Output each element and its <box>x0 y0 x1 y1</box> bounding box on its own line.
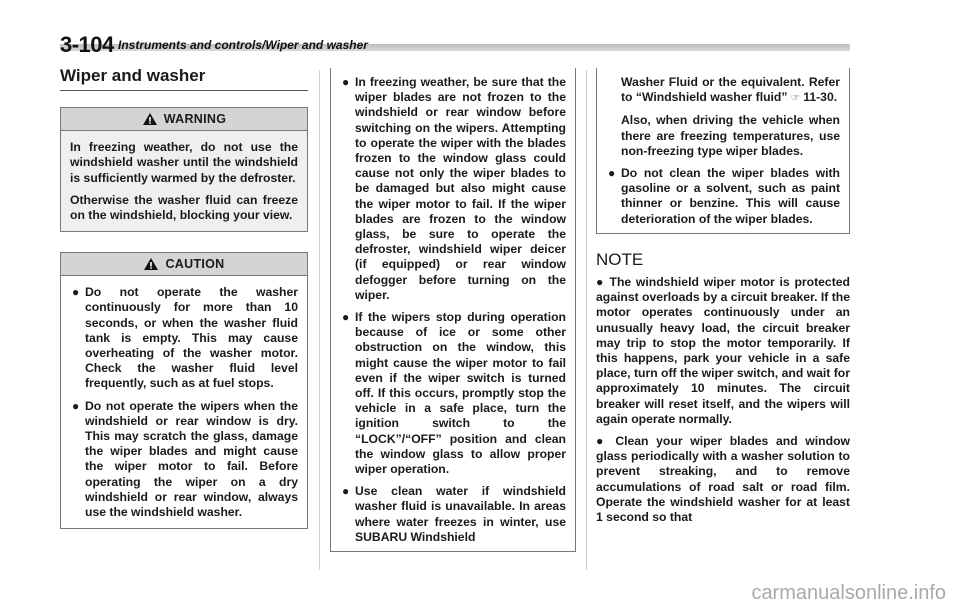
bullet-icon: ● <box>72 398 80 413</box>
page-number: 3-104 <box>60 32 114 57</box>
reference-page: 11-30. <box>803 90 838 105</box>
caution-text: If the wipers stop during operation because of ice or some other obstruction on the window, this might cause the wiper motor to fail even if the wiper switch is turned off. If this occurs, promptly stop the vehicle in a safe place, turn the ignition switch to the “LOCK”/“OFF” position and clean the window glass to allow proper wiper operation. <box>355 310 566 477</box>
chapter-title: Instruments and controls/Wiper and washer <box>118 38 368 52</box>
warning-header <box>61 108 307 131</box>
warning-box <box>60 107 308 232</box>
caution-item <box>70 399 298 521</box>
caution-text: Do not operate the wipers when the windshield or rear window is dry. This may scratch the glass, damage the wiper blades and might cause the wiper motor to fail. Before operating the wiper on a dry windshield or rear window, always use the windshield washer. <box>85 398 298 520</box>
warning-paragraph: In freezing weather, do not use the windshield washer until the windshield is sufficiently warmed by the defroster. <box>70 140 298 185</box>
caution-triangle-icon <box>143 257 159 271</box>
bullet-icon: ● <box>342 484 350 499</box>
note-text: The windshield wiper motor is protected against overloads by a circuit breaker. If the motor operates continuously under an unusually heavy load, the circuit breaker may trip to stop the motor temporarily. If this happens, park your vehicle in a safe place, turn off the wiper switch, and wait for approximately 10 minutes. The circuit breaker will reset itself, and the wipers will again operate normally. <box>596 275 851 426</box>
caution-item <box>340 310 566 477</box>
warning-body <box>61 131 307 231</box>
continued-text-line: Also, when driving the vehicle when there are freezing temperatures, use non-freezing type wiper blades. <box>621 113 840 158</box>
caution-continuation-box <box>330 68 576 552</box>
page-header <box>0 0 960 60</box>
column-left <box>60 68 308 549</box>
caution-text: Do not operate the washer continuously for more than 10 seconds, or when the washer fluid tank is empty. This may cause overheating of the washer motor. Check the washer fluid level frequently, such as at fuel stops. <box>85 285 298 391</box>
caution-text: Do not clean the wiper blades with gasoline or a solvent, such as paint thinner or benzine. This will cause deterioration of the wiper blades. <box>621 166 840 226</box>
reference-icon: ☞ <box>790 93 800 105</box>
column-divider <box>586 70 587 570</box>
caution-body <box>61 276 307 528</box>
bullet-icon: ● <box>342 75 350 89</box>
section-title: Wiper and washer <box>60 68 308 91</box>
bullet-icon: ● <box>72 285 80 300</box>
continued-text <box>606 75 840 106</box>
caution-label: CAUTION <box>165 256 225 271</box>
caution-continuation-box <box>596 68 850 234</box>
caution-text: Use clean water if windshield washer fluid is unavailable. In areas where water freezes in winter, use SUBARU Windshield <box>355 484 566 544</box>
bullet-icon: ● <box>596 434 608 449</box>
warning-triangle-icon <box>142 112 158 126</box>
column-divider <box>319 70 320 570</box>
note-item <box>596 434 850 525</box>
note-title: NOTE <box>596 249 644 269</box>
continued-text-line: Washer Fluid or the equivalent. Refer to “Windshield washer fluid” <box>621 75 840 105</box>
note-text: Clean your wiper blades and window glass periodically with a washer solution to prevent streaking, and to remove accumulations of road salt or road film. Operate the windshield washer for at least 1 second so that <box>596 434 850 525</box>
column-right <box>596 68 850 532</box>
caution-header <box>61 253 307 276</box>
warning-label: WARNING <box>163 111 227 126</box>
watermark: carmanualsonline.info <box>751 582 946 604</box>
bullet-icon: ● <box>342 310 350 325</box>
caution-item <box>70 285 298 391</box>
bullet-icon: ● <box>608 166 616 181</box>
warning-paragraph: Otherwise the washer fluid can freeze on the windshield, blocking your view. <box>70 192 298 223</box>
caution-box <box>60 252 308 529</box>
caution-text: In freezing weather, be sure that the wiper blades are not frozen to the windshield or rear window before switching on the wipers. Attempting to operate the wiper with the blades frozen to the window glass could cause not only the wiper blades to be damaged but also might cause the wiper motor to fail. If the wiper blades are frozen to the window glass, be sure to operate the defroster, windshield wiper deicer (if equipped) or rear window defogger before turning on the wiper. <box>355 75 566 302</box>
caution-item <box>340 484 566 545</box>
column-middle <box>330 68 576 552</box>
note-item <box>596 275 850 427</box>
bullet-icon: ● <box>596 275 605 290</box>
caution-item <box>606 166 840 227</box>
caution-item <box>340 75 566 303</box>
